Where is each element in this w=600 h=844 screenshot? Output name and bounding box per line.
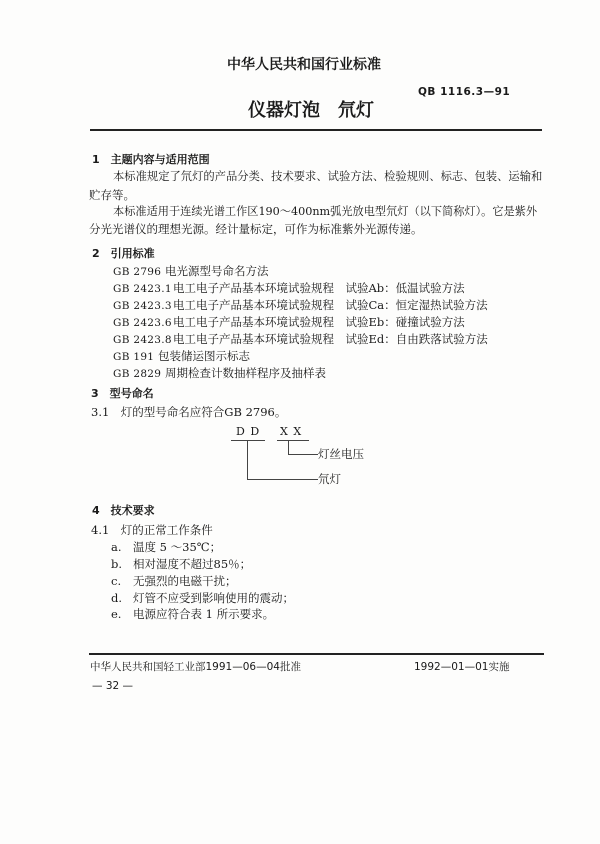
item-text: 灯管不应受到影响使用的震动；: [133, 591, 294, 605]
reference-title: 电光源型号命名方法: [165, 264, 269, 278]
reference-item: [113, 366, 326, 381]
reference-item: [113, 332, 488, 347]
reference-code: GB 2423.3: [113, 300, 172, 312]
item-text: 相对湿度不超过85％；: [133, 557, 252, 571]
label-deuterium-lamp: 氘灯: [318, 472, 341, 486]
clause-3-1: 3.1 灯的型号命名应符合GB 2796。: [91, 405, 287, 419]
footer-divider: [89, 653, 544, 655]
item-text: 温度 5 ～35℃；: [133, 540, 222, 554]
condition-item: [111, 557, 251, 571]
reference-title: 周期检查计数抽样程序及抽样表: [165, 366, 326, 380]
header-divider: [90, 129, 542, 131]
clause-4-1: 4.1 灯的正常工作条件: [91, 523, 213, 537]
reference-item: [113, 349, 250, 364]
condition-item: [111, 574, 237, 588]
item-marker: e.: [111, 607, 122, 621]
reference-title: 电工电子产品基本环境试验规程 试验Ab：低温试验方法: [173, 281, 465, 295]
reference-code: GB 2796: [113, 266, 162, 278]
underline-xx: [277, 440, 309, 441]
approval-text: 中华人民共和国轻工业部1991—06—04批准: [90, 661, 301, 673]
reference-code: GB 2423.6: [113, 317, 172, 329]
item-marker: d.: [111, 591, 123, 605]
document-title: 仪器灯泡 氘灯: [248, 100, 374, 121]
section-1-para1-line2: 贮存等。: [89, 188, 135, 202]
reference-code: GB 2423.8: [113, 334, 172, 346]
reference-item: [113, 264, 269, 279]
label-filament-voltage: 灯丝电压: [318, 447, 364, 461]
page-number: — 32 —: [92, 680, 134, 692]
reference-code: GB 2423.1: [113, 283, 172, 295]
item-marker: b.: [111, 557, 123, 571]
section-1-heading: 1 主题内容与适用范围: [92, 153, 210, 166]
reference-item: [113, 315, 465, 330]
condition-item: [111, 607, 274, 621]
reference-title: 包装储运图示标志: [158, 349, 250, 363]
reference-title: 电工电子产品基本环境试验规程 试验Ed：自由跌落试验方法: [173, 332, 488, 346]
diagram-part-dd: D D: [236, 425, 261, 438]
reference-code: GB 191: [113, 351, 155, 363]
section-1-para1-line1: 本标准规定了氘灯的产品分类、技术要求、试验方法、检验规则、标志、包装、运输和: [113, 170, 543, 183]
condition-item: [111, 540, 221, 554]
reference-title: 电工电子产品基本环境试验规程 试验Eb：碰撞试验方法: [173, 315, 465, 329]
standard-number: QB 1116.3—91: [418, 86, 511, 98]
implementation-date: 1992—01—01实施: [414, 661, 510, 673]
connector-dd-vertical: [247, 440, 248, 479]
item-marker: c.: [111, 574, 122, 588]
condition-item: [111, 591, 294, 605]
item-text: 无强烈的电磁干扰；: [133, 574, 237, 588]
diagram-part-xx: X X: [280, 425, 303, 438]
connector-xx-horizontal: [288, 454, 318, 455]
reference-code: GB 2829: [113, 368, 162, 380]
section-1-para2-line2: 分光光谱仪的理想光源。经计量标定，可作为标准紫外光源传递。: [89, 222, 423, 236]
issuer-title: 中华人民共和国行业标准: [227, 57, 381, 73]
section-1-para2-line1: 本标准适用于连续光谱工作区190～400nm弧光放电型氘灯（以下简称灯）。它是紫外: [113, 205, 538, 218]
item-text: 电源应符合表 1 所示要求。: [133, 607, 275, 621]
reference-item: [113, 298, 488, 313]
section-3-heading: 3 型号命名: [91, 387, 154, 400]
reference-title: 电工电子产品基本环境试验规程 试验Ca：恒定湿热试验方法: [173, 298, 488, 312]
connector-dd-horizontal: [247, 479, 318, 480]
section-2-heading: 2 引用标准: [92, 247, 155, 260]
underline-dd: [231, 440, 265, 441]
section-4-heading: 4 技术要求: [92, 504, 155, 517]
connector-xx-vertical: [288, 440, 289, 454]
item-marker: a.: [111, 540, 122, 554]
reference-item: [113, 281, 465, 296]
